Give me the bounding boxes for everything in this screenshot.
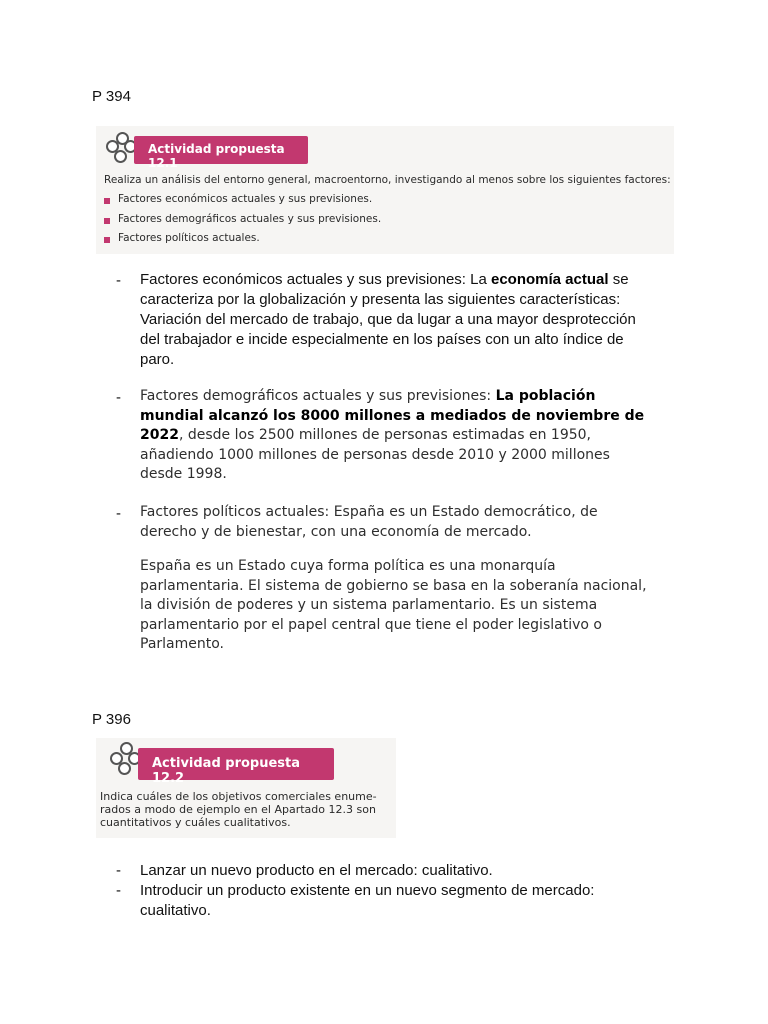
activity-intro: Realiza un análisis del entorno general, macroentorno, investigando al menos sobre los siguientes factores: [104, 174, 671, 186]
answer-political-line: Factores políticos actuales: España es un Estado democrático, de [140, 504, 598, 520]
activity-12-1-scan [96, 126, 674, 254]
bullet-dash: - [116, 882, 121, 899]
answer-demographic-line: desde 1998. [140, 466, 227, 482]
activity-item: Factores demográficos actuales y sus previsiones. [118, 213, 382, 225]
bullet-square-icon [104, 218, 110, 224]
answer-economic-line: Variación del mercado de trabajo, que da lugar a una mayor desprotección [140, 311, 636, 328]
activity-header [134, 136, 308, 170]
answer-demographic-line: Factores demográficos actuales y sus previsiones: La población [140, 388, 596, 404]
bullet-dash: - [116, 272, 121, 289]
answer-objective-1: Lanzar un nuevo producto en el mercado: cualitativo. [140, 862, 493, 879]
answer-demographic-line: mundial alcanzó los 8000 millones a mediados de noviembre de [140, 407, 645, 424]
hexagon-icon [118, 762, 131, 775]
hexagon-icon [114, 150, 127, 163]
activity-instructions [100, 790, 377, 829]
activity-item: Factores políticos actuales. [118, 232, 260, 244]
answer-economic [140, 270, 680, 370]
activity-line: Indica cuáles de los objetivos comerciales enume- [100, 790, 377, 803]
answer-political-paragraph [140, 557, 680, 655]
bullet-square-icon [104, 198, 110, 204]
answer-political-line: derecho y de bienestar, con una economía de mercado. [140, 523, 532, 540]
bold-economia-actual: economía actual [491, 271, 609, 288]
answer-economic-line: Factores económicos actuales y sus previsiones: La economía actual se [140, 271, 629, 288]
answer-political-line: España es un Estado cuya forma política es una monarquía [140, 558, 556, 574]
page-label-394: P 394 [92, 88, 131, 105]
activity-12-2-scan [96, 738, 396, 838]
answer-political-line: parlamentaria. El sistema de gobierno se basa en la soberanía nacional, [140, 577, 647, 594]
activity-header [138, 748, 334, 786]
activity-title: Actividad propuesta 12.1 [148, 142, 285, 170]
bullet-square-icon [104, 237, 110, 243]
answer-political [140, 503, 680, 542]
answer-political-line: Parlamento. [140, 636, 224, 652]
answer-demographic-line: añadiendo 1000 millones de personas desde 2010 y 2000 millones [140, 446, 610, 463]
answer-objective-line: Introducir un producto existente en un nuevo segmento de mercado: [140, 882, 595, 899]
answer-objective-2 [140, 881, 680, 921]
answer-political-line: la división de poderes y un sistema parlamentario. Es un sistema [140, 597, 598, 613]
bullet-dash: - [116, 505, 121, 522]
page-label-396: P 396 [92, 711, 131, 728]
answer-economic-line: paro. [140, 351, 175, 368]
answer-economic-line: del trabajador e incide especialmente en los países con un alto índice de [140, 331, 624, 348]
bullet-dash: - [116, 389, 121, 406]
activity-line: rados a modo de ejemplo en el Apartado 12.3 son [100, 803, 376, 816]
answer-objective-line: cualitativo. [140, 902, 211, 919]
bullet-dash: - [116, 862, 121, 879]
activity-title: Actividad propuesta 12.2 [152, 756, 301, 786]
answer-demographic [140, 387, 680, 485]
answer-economic-line: caracteriza por la globalización y presenta las siguientes características: [140, 291, 621, 308]
answer-political-line: parlamentario por el papel central que tiene el poder legislativo o [140, 616, 602, 633]
answer-demographic-line: 2022, desde los 2500 millones de personas estimadas en 1950, [140, 427, 591, 443]
activity-item: Factores económicos actuales y sus previsiones. [118, 193, 373, 205]
activity-line: cuantitativos y cuáles cualitativos. [100, 816, 291, 829]
